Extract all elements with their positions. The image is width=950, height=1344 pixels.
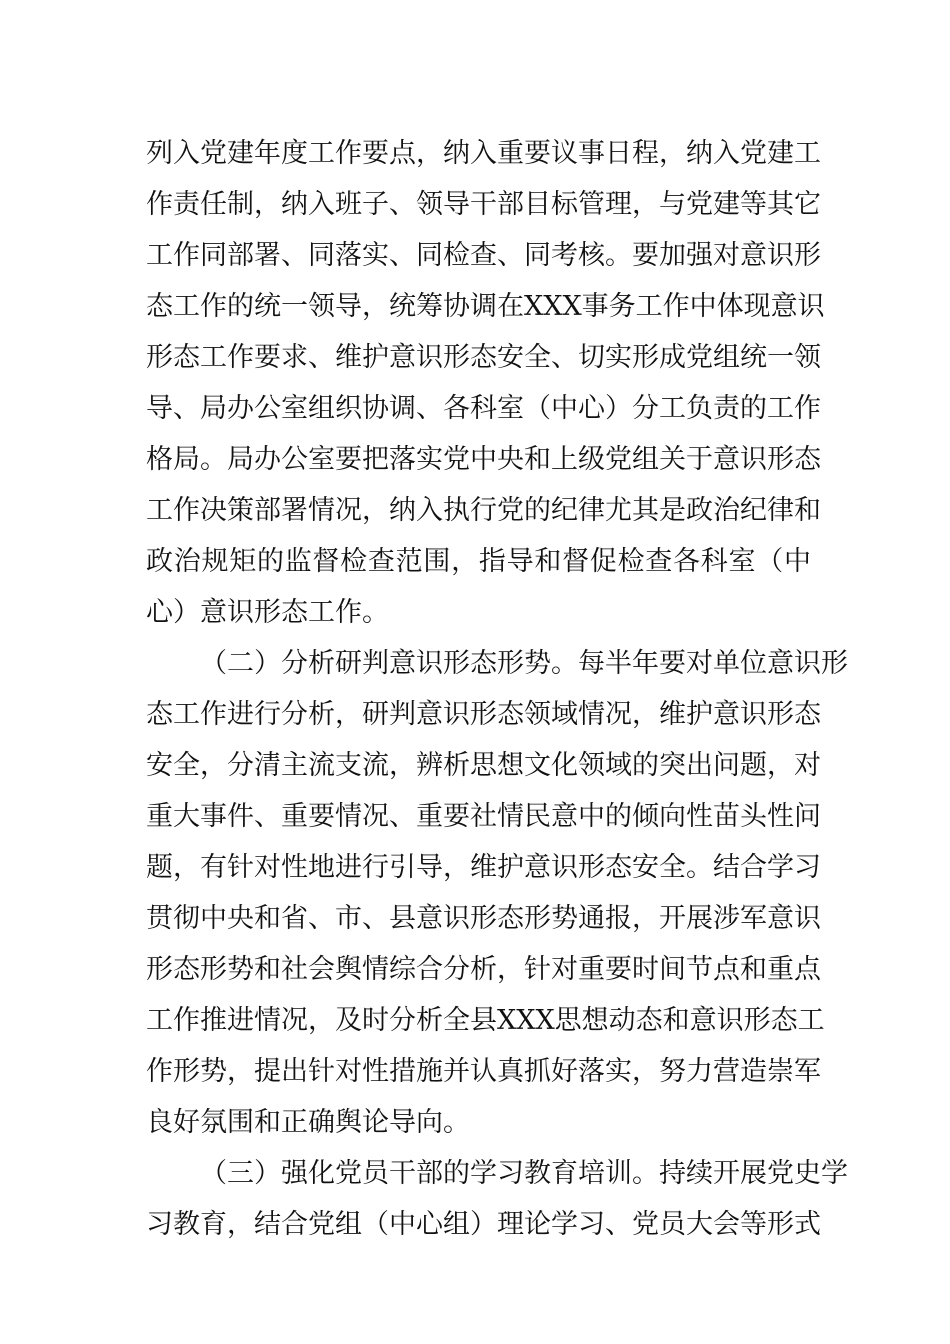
text-line: 作责任制，纳入班子、领导干部目标管理，与党建等其它 [146,189,821,220]
section-heading-line: （二）分析研判意识形态形势。每半年要对单位意识形 [200,648,848,679]
text-line: 重大事件、重要情况、重要社情民意中的倾向性苗头性问 [146,801,821,832]
text-line: 题，有针对性地进行引导，维护意识形态安全。结合学习 [146,852,821,883]
text-line: 态工作进行分析，研判意识形态领域情况，维护意识形态 [146,699,821,730]
text-line: 工作同部署、同落实、同检查、同考核。要加强对意识形 [146,240,821,271]
text-line: 良好氛围和正确舆论导向。 [146,1107,470,1138]
text-line: 贯彻中央和省、市、县意识形态形势通报，开展涉军意识 [146,903,821,934]
text-line: 作形势，提出针对性措施并认真抓好落实，努力营造崇军 [146,1056,821,1087]
text-line: 习教育，结合党组（中心组）理论学习、党员大会等形式 [146,1209,821,1240]
text-line: 态工作的统一领导，统筹协调在XXX事务工作中体现意识 [146,291,825,322]
paragraph-analysis [146,638,848,1148]
text-line: 心）意识形态工作。 [146,597,389,628]
paragraph-continuation [146,128,825,638]
text-line: 格局。局办公室要把落实党中央和上级党组关于意识形态 [146,444,821,475]
text-line: 导、局办公室组织协调、各科室（中心）分工负责的工作 [146,393,821,424]
text-line: 政治规矩的监督检查范围，指导和督促检查各科室（中 [146,546,811,577]
text-line: 工作推进情况，及时分析全县XXX思想动态和意识形态工 [146,1005,825,1036]
section-heading-line: （三）强化党员干部的学习教育培训。持续开展党史学 [200,1158,848,1189]
text-line: 安全，分清主流支流，辨析思想文化领域的突出问题，对 [146,750,821,781]
text-line: 列入党建年度工作要点，纳入重要议事日程，纳入党建工 [146,138,821,169]
text-line: 形态形势和社会舆情综合分析，针对重要时间节点和重点 [146,954,821,985]
text-line: 工作决策部署情况，纳入执行党的纪律尤其是政治纪律和 [146,495,821,526]
paragraph-training [146,1148,848,1250]
document-body [146,128,848,1250]
text-line: 形态工作要求、维护意识形态安全、切实形成党组统一领 [146,342,821,373]
